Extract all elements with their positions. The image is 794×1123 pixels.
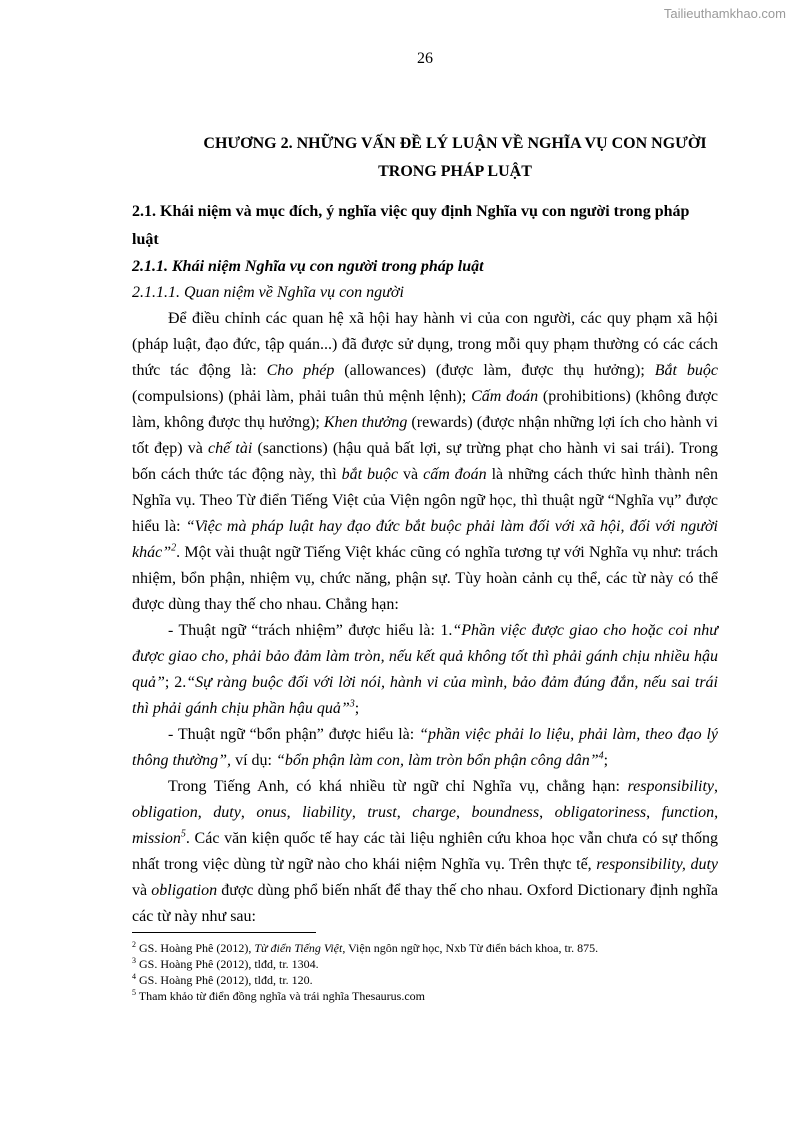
- footnote-2: $^2$ GS. Hoàng Phê (2012), Từ điển Tiếng Việt, Viện ngôn ngữ học, Nxb Từ điển bách khoa, tr. 875.: [132, 940, 599, 955]
- watermark: Tailieuthamkhao.com: [663, 6, 786, 21]
- footnote-4: $^4$ GS. Hoàng Phê (2012), tlđd, tr. 120.: [132, 972, 313, 987]
- footnote-5: $^5$ Tham khảo từ điển đồng nghĩa và trái nghĩa Thesaurus.com: [132, 988, 425, 1003]
- footnote-ref-4[interactable]: 4: [598, 750, 604, 762]
- footnote-3: $^3$ GS. Hoàng Phê (2012), tlđd, tr. 1304.: [132, 956, 319, 971]
- page-number: 26: [417, 50, 433, 67]
- paragraph-1: Để điều chỉnh các quan hệ xã hội hay hành vi của con người, các quy phạm xã hội (pháp luật, đạo đức, tập quán...) đã được sử dụng, trong mỗi quy phạm thường có các cách thức tác động là: Cho phép (allowances) (được làm, được thụ hưởng); Bắt buộc (compulsions) (phải làm, phải tuân thủ mệnh lệnh); Cấm đoán (prohibitions) (không được làm, không được thụ hưởng); Khen thưởng (rewards) (được nhận những lợi ích cho hành vi tốt đẹp) và chế tài (sanctions) (hậu quả bất lợi, sự trừng phạt cho hành vi sai trái). Trong bốn cách thức tác động này, thì bắt buộc và cấm đoán là những cách thức hình thành nên Nghĩa vụ. Theo Từ điển Tiếng Việt của Viện ngôn ngữ học, thì thuật ngữ “Nghĩa vụ” được hiểu là: “Việc mà pháp luật hay đạo đức bắt buộc phải làm đối với xã hội, đối với người khác”$^2$. Một vài thuật ngữ Tiếng Việt khác cũng có nghĩa tương tự với Nghĩa vụ như: trách nhiệm, bổn phận, nhiệm vụ, chức năng, phận sự. Tùy hoàn cảnh cụ thể, các từ này có thể được dùng thay thế cho nhau. Chẳng hạn:: [132, 310, 719, 613]
- footnote-ref-5[interactable]: 5: [180, 828, 186, 840]
- section-heading-2-1-1: 2.1.1. Khái niệm Nghĩa vụ con người trong pháp luật: [132, 258, 484, 275]
- chapter-title-line-1: CHƯƠNG 2. NHỮNG VẤN ĐỀ LÝ LUẬN VỀ NGHĨA VỤ CON NGƯỜI: [203, 135, 707, 152]
- footnote-ref-3[interactable]: 3: [349, 698, 355, 710]
- footnote-divider: [132, 932, 316, 933]
- footnote-ref-2[interactable]: 2: [171, 542, 177, 554]
- chapter-title: [132, 130, 718, 186]
- paragraph-4: Trong Tiếng Anh, có khá nhiều từ ngữ chỉ Nghĩa vụ, chẳng hạn: responsibility, obligation, duty, onus, liability, trust, charge, boundness, obligatoriness, function, mission$^5$. Các văn kiện quốc tế hay các tài liệu nghiên cứu khoa học vẫn chưa có sự thống nhất trong việc dùng từ ngữ nào cho khái niệm Nghĩa vụ. Trên thực tế, responsibility, duty và obligation được dùng phổ biến nhất để thay thế cho nhau. Oxford Dictionary định nghĩa các từ này như sau:: [132, 778, 719, 925]
- section-heading-2-1: 2.1. Khái niệm và mục đích, ý nghĩa việc quy định Nghĩa vụ con người trong pháp luật: [132, 203, 690, 248]
- chapter-title-line-2: TRONG PHÁP LUẬT: [378, 163, 532, 180]
- document-body: [132, 130, 718, 930]
- footnotes: [132, 940, 718, 1004]
- section-heading-2-1-1-1: 2.1.1.1. Quan niệm về Nghĩa vụ con người: [132, 284, 404, 301]
- paragraph-3: - Thuật ngữ “bổn phận” được hiểu là: “phần việc phải lo liệu, phải làm, theo đạo lý thông thường”, ví dụ: “bổn phận làm con, làm tròn bổn phận công dân”$^4$;: [132, 726, 719, 769]
- paragraph-2: - Thuật ngữ “trách nhiệm” được hiểu là: 1.“Phần việc được giao cho hoặc coi như được giao cho, phải bảo đảm làm tròn, nếu kết quả không tốt thì phải gánh chịu nhiều hậu quả”; 2.“Sự ràng buộc đối với lời nói, hành vi của mình, bảo đảm đúng đắn, nếu sai trái thì phải gánh chịu phần hậu quả”$^3$;: [132, 622, 719, 717]
